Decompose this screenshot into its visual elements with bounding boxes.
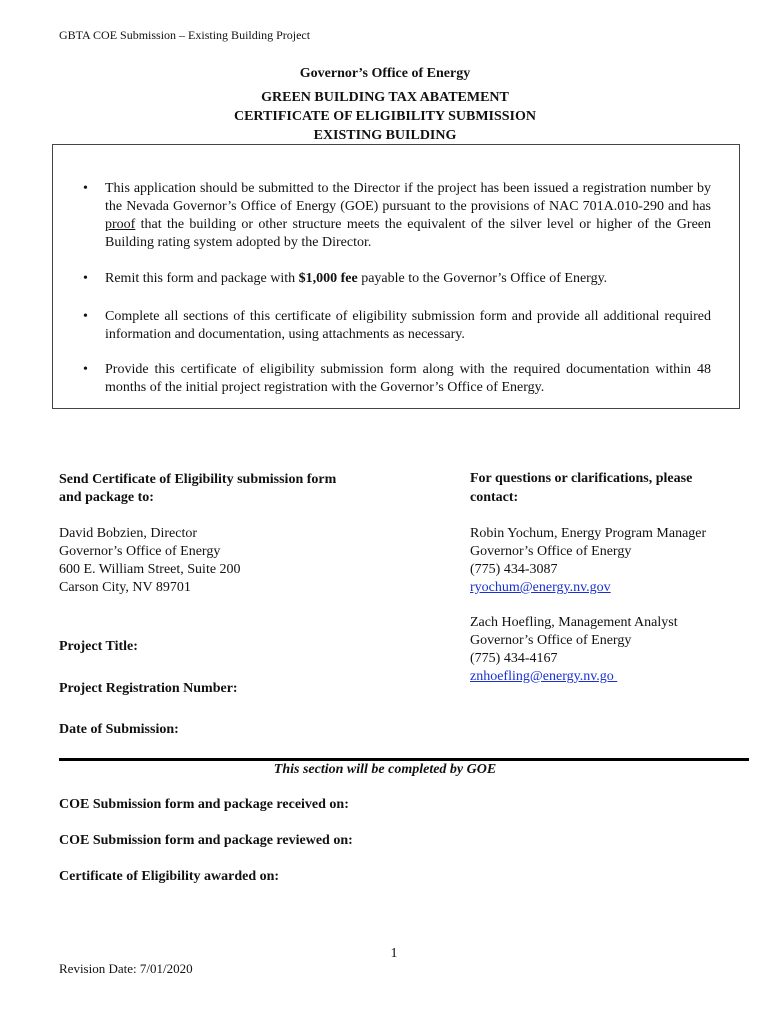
registration-number-label: Project Registration Number: <box>59 681 238 696</box>
contact-1-name: Robin Yochum, Energy Program Manager <box>470 526 707 541</box>
contact-2-name: Zach Hoefling, Management Analyst <box>470 615 678 630</box>
contact-1-phone: (775) 434-3087 <box>470 562 558 577</box>
office-title: Governor’s Office of Energy <box>299 66 471 81</box>
date-of-submission-label: Date of Submission: <box>59 722 179 737</box>
project-title-label: Project Title: <box>59 639 138 654</box>
bullet-1-text-post: that the building or other structure meets the equivalent of the silver level or higher of the Green Building rating system adopted by the Director. <box>105 217 711 250</box>
send-to-org: Governor’s Office of Energy <box>59 544 221 559</box>
contact-2-email-link[interactable]: znhoefling@energy.nv.go <box>470 669 618 684</box>
contact-heading-line2: contact: <box>470 490 519 505</box>
revision-date: Revision Date: 7/01/2020 <box>59 961 193 976</box>
instruction-bullet-3: • Complete all sections of this certificate of eligibility submission form and provide all additional required information and documentation, using attachments as necessary. <box>105 308 711 344</box>
running-header: GBTA COE Submission – Existing Building Project <box>59 28 311 42</box>
send-to-city: Carson City, NV 89701 <box>59 580 191 595</box>
page-number: 1 <box>390 946 398 961</box>
contact-2-email-row <box>470 668 617 686</box>
contact-1-org: Governor’s Office of Energy <box>470 544 632 559</box>
instruction-bullet-1 <box>105 180 711 252</box>
send-to-heading-line2: and package to: <box>59 490 154 505</box>
contact-2-org: Governor’s Office of Energy <box>470 633 632 648</box>
instruction-bullet-4: • Provide this certificate of eligibility submission form along with the required documentation within 48 months of the initial project registration with the Governor’s Office of Energy. <box>105 361 711 397</box>
fee-amount: $1,000 fee <box>298 271 358 286</box>
instructions-box <box>52 144 740 409</box>
bullet-1-text-pre: This application should be submitted to the Director if the project has been issued a registration number by the Nevada Governor’s Office of Energy (GOE) pursuant to the provisions of NAC 701A.010-290 and has <box>105 181 711 214</box>
contact-1-email-link[interactable]: ryochum@energy.nv.gov <box>470 580 611 595</box>
reviewed-on-label: COE Submission form and package reviewed on: <box>59 833 353 848</box>
doc-title-line3: EXISTING BUILDING <box>313 128 457 143</box>
contact-1-email-row <box>470 579 611 597</box>
send-to-name: David Bobzien, Director <box>59 526 198 541</box>
doc-title-line2: CERTIFICATE OF ELIGIBILITY SUBMISSION <box>233 109 536 124</box>
section-divider <box>59 758 749 761</box>
contact-heading-line1: For questions or clarifications, please <box>470 471 693 486</box>
doc-title-line1: GREEN BUILDING TAX ABATEMENT <box>261 90 509 105</box>
bullet-2-text-pre: Remit this form and package with <box>105 271 299 286</box>
contact-2-phone: (775) 434-4167 <box>470 651 558 666</box>
awarded-on-label: Certificate of Eligibility awarded on: <box>59 869 280 884</box>
send-to-street: 600 E. William Street, Suite 200 <box>59 562 241 577</box>
send-to-heading-line1: Send Certificate of Eligibility submission form <box>59 472 337 487</box>
goe-section-note: This section will be completed by GOE <box>273 762 497 777</box>
received-on-label: COE Submission form and package received on: <box>59 797 349 812</box>
instruction-bullet-2 <box>105 270 711 288</box>
bullet-2-text-post: payable to the Governor’s Office of Energy. <box>357 271 608 286</box>
proof-term: proof <box>105 217 136 232</box>
